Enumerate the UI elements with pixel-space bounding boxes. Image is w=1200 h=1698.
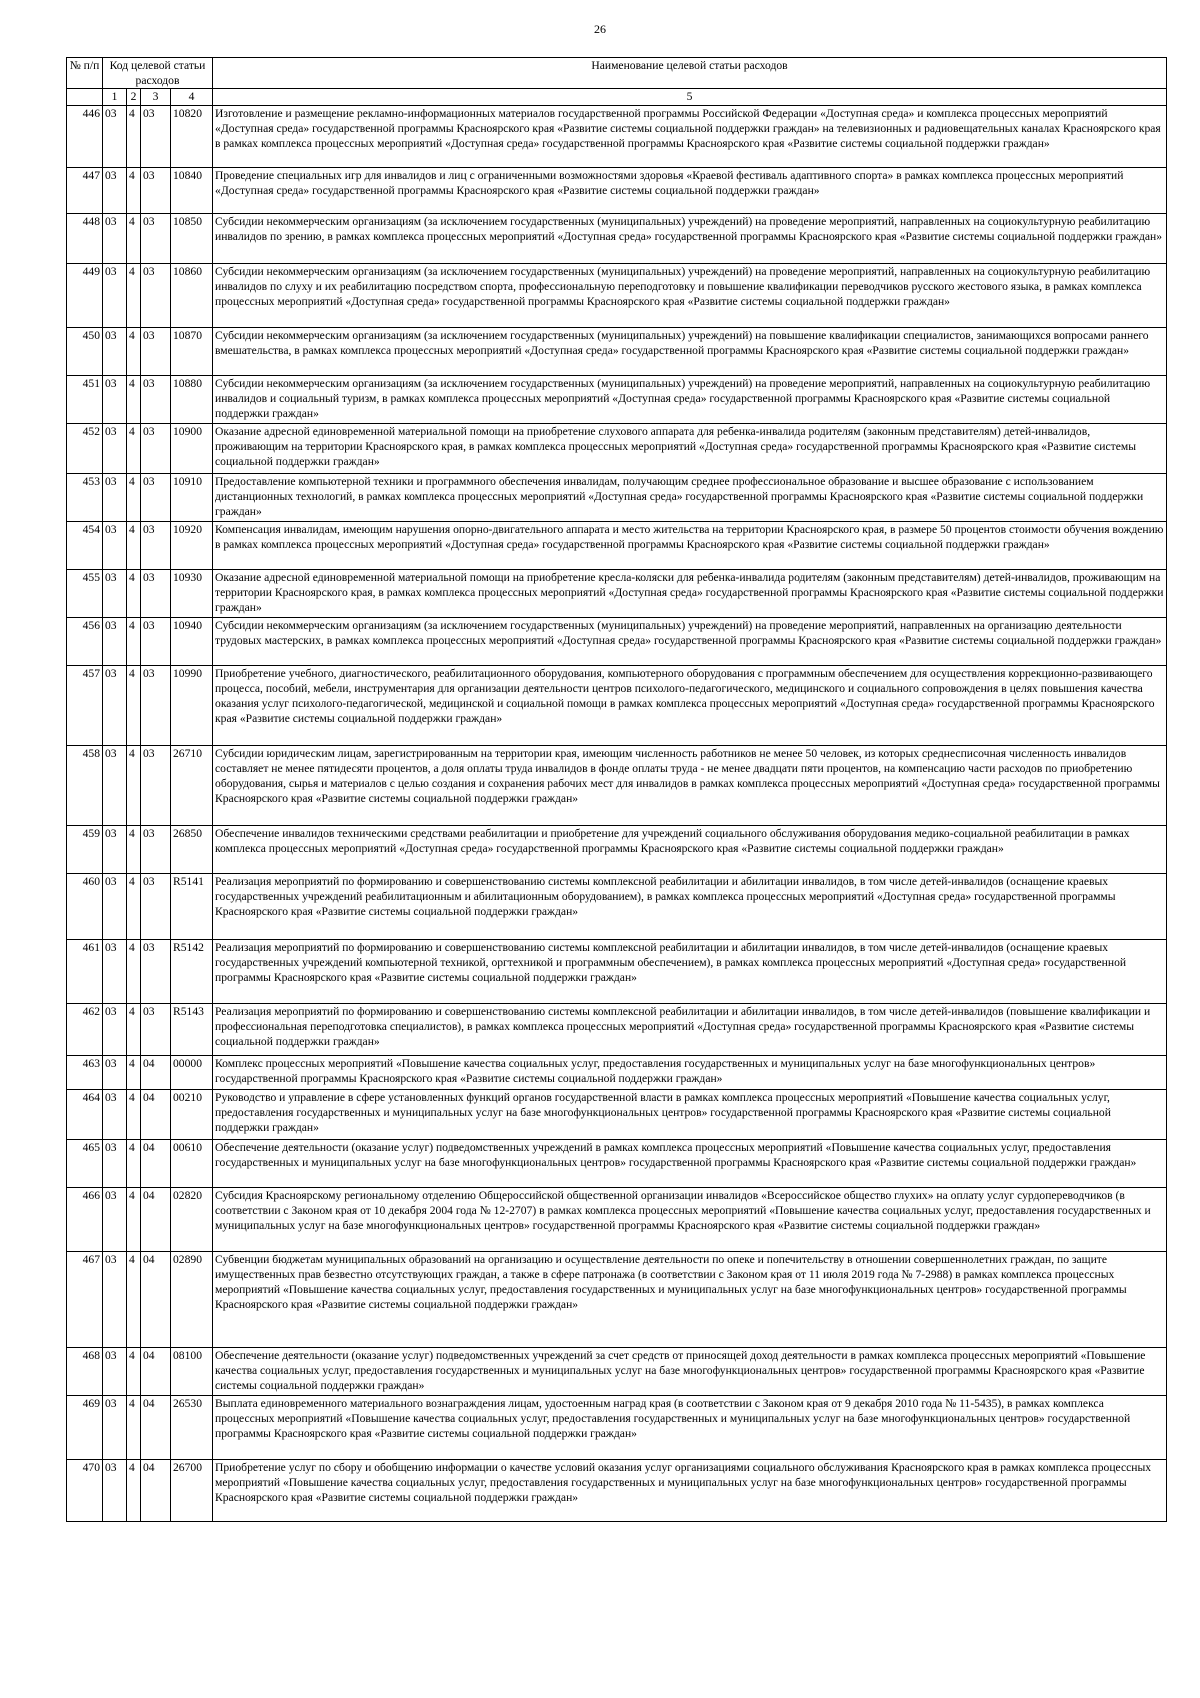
table-row <box>67 1089 1167 1139</box>
code-part-4: 10880 <box>171 375 213 423</box>
code-part-4: R5141 <box>171 873 213 939</box>
expense-item-name: Изготовление и размещение рекламно-информационных материалов государственной программы Российской Федерации «Доступная среда» и комплекса процессных мероприятий «Доступная среда» государственной программы Красноярского края «Развитие системы социальной поддержки граждан» на телевизионных и радиовещательных каналах Красноярского края в рамках комплекса процессных мероприятий «Доступная среда» государственной программы Красноярского края «Развитие системы социальной поддержки граждан» <box>213 105 1167 167</box>
code-part-3: 03 <box>141 473 171 521</box>
column-number: 5 <box>213 89 1167 105</box>
code-part-2: 4 <box>127 745 141 825</box>
code-part-2: 4 <box>127 1055 141 1089</box>
table-row <box>67 569 1167 617</box>
code-part-3: 03 <box>141 939 171 1003</box>
code-part-4: 26710 <box>171 745 213 825</box>
row-number: 454 <box>67 521 103 569</box>
table-row <box>67 617 1167 665</box>
expense-item-name: Субсидия Красноярскому региональному отделению Общероссийской общественной организации инвалидов «Всероссийское общество глухих» на оплату услуг сурдопереводчиков (в соответствии с Законом края от 10 декабря 2004 года № 12-2707) в рамках комплекса процессных мероприятий «Повышение качества социальных услуг, предоставления государственных и муниципальных услуг на базе многофункциональных центров» государственной программы Красноярского края «Развитие системы социальной поддержки граждан» <box>213 1187 1167 1251</box>
row-number: 458 <box>67 745 103 825</box>
code-part-4: R5142 <box>171 939 213 1003</box>
code-part-2: 4 <box>127 167 141 213</box>
code-part-3: 03 <box>141 375 171 423</box>
table-row <box>67 423 1167 473</box>
code-part-4: 10990 <box>171 665 213 745</box>
table-row <box>67 167 1167 213</box>
code-part-3: 03 <box>141 617 171 665</box>
code-part-1: 03 <box>103 873 127 939</box>
code-part-3: 04 <box>141 1251 171 1347</box>
code-part-2: 4 <box>127 423 141 473</box>
row-number: 460 <box>67 873 103 939</box>
row-number: 463 <box>67 1055 103 1089</box>
expense-item-name: Реализация мероприятий по формированию и совершенствованию системы комплексной реабилитации и абилитации инвалидов, в том числе детей-инвалидов (оснащение краевых государственных учреждений реабилитационным и абилитационным оборудованием), в рамках комплекса процессных мероприятий «Доступная среда» государственной программы Красноярского края «Развитие системы социальной поддержки граждан» <box>213 873 1167 939</box>
code-part-1: 03 <box>103 167 127 213</box>
code-part-1: 03 <box>103 213 127 263</box>
expense-item-name: Приобретение учебного, диагностического, реабилитационного оборудования, компьютерного оборудования с программным обеспечением для осуществления коррекционно-развивающего процесса, пособий, мебели, инструментария для организации деятельности центров психолого-педагогического, медицинского и социального сопровождения в целях повышения качества оказания услуг психолого-педагогической, медицинской и социальной помощи в рамках комплекса процессных мероприятий «Доступная среда» государственной программы Красноярского края «Развитие системы социальной поддержки граждан» <box>213 665 1167 745</box>
table-row <box>67 745 1167 825</box>
code-part-1: 03 <box>103 423 127 473</box>
code-part-1: 03 <box>103 1055 127 1089</box>
code-part-3: 04 <box>141 1187 171 1251</box>
budget-codes-table <box>66 57 1167 1522</box>
column-number: 4 <box>171 89 213 105</box>
code-part-4: 10850 <box>171 213 213 263</box>
code-part-4: 02820 <box>171 1187 213 1251</box>
row-number: 468 <box>67 1347 103 1395</box>
expense-item-name: Оказание адресной единовременной материальной помощи на приобретение слухового аппарата для ребенка-инвалида родителям (законным представителям) детей-инвалидов, проживающим на территории Красноярского края, в рамках комплекса процессных мероприятий «Доступная среда» государственной программы Красноярского края «Развитие системы социальной поддержки граждан» <box>213 423 1167 473</box>
code-part-4: 10840 <box>171 167 213 213</box>
table-row <box>67 263 1167 327</box>
row-number: 464 <box>67 1089 103 1139</box>
code-part-1: 03 <box>103 665 127 745</box>
expense-item-name: Обеспечение инвалидов техническими средствами реабилитации и приобретение для учреждений социального обслуживания оборудования медико-социальной реабилитации в рамках комплекса процессных мероприятий «Доступная среда» государственной программы Красноярского края «Развитие системы социальной поддержки граждан» <box>213 825 1167 873</box>
row-number: 455 <box>67 569 103 617</box>
row-number: 451 <box>67 375 103 423</box>
table-row <box>67 1395 1167 1459</box>
code-part-1: 03 <box>103 1251 127 1347</box>
header-code: Код целевой статьи расходов <box>103 58 213 89</box>
code-part-2: 4 <box>127 617 141 665</box>
row-number: 447 <box>67 167 103 213</box>
code-part-4: 00610 <box>171 1139 213 1187</box>
table-row <box>67 939 1167 1003</box>
code-part-3: 03 <box>141 521 171 569</box>
expense-item-name: Комплекс процессных мероприятий «Повышение качества социальных услуг, предоставления государственных и муниципальных услуг на базе многофункциональных центров» государственной программы Красноярского края «Развитие системы социальной поддержки граждан» <box>213 1055 1167 1089</box>
code-part-4: 10900 <box>171 423 213 473</box>
code-part-4: 26850 <box>171 825 213 873</box>
row-number: 459 <box>67 825 103 873</box>
code-part-2: 4 <box>127 105 141 167</box>
code-part-4: 10910 <box>171 473 213 521</box>
code-part-2: 4 <box>127 1187 141 1251</box>
table-row <box>67 1251 1167 1347</box>
expense-item-name: Субсидии некоммерческим организациям (за исключением государственных (муниципальных) учреждений) на проведение мероприятий, направленных на социокультурную реабилитацию инвалидов и социальный туризм, в рамках комплекса процессных мероприятий «Доступная среда» государственной программы Красноярского края «Развитие системы социальной поддержки граждан» <box>213 375 1167 423</box>
code-part-1: 03 <box>103 825 127 873</box>
code-part-4: 10870 <box>171 327 213 375</box>
row-number: 469 <box>67 1395 103 1459</box>
code-part-1: 03 <box>103 521 127 569</box>
code-part-3: 03 <box>141 105 171 167</box>
expense-item-name: Реализация мероприятий по формированию и совершенствованию системы комплексной реабилитации и абилитации инвалидов, в том числе детей-инвалидов (оснащение краевых государственных учреждений компьютерной техникой, оргтехникой и программным обеспечением), в рамках комплекса процессных мероприятий «Доступная среда» государственной программы Красноярского края «Развитие системы социальной поддержки граждан» <box>213 939 1167 1003</box>
code-part-2: 4 <box>127 665 141 745</box>
code-part-1: 03 <box>103 1187 127 1251</box>
code-part-3: 04 <box>141 1395 171 1459</box>
row-number: 452 <box>67 423 103 473</box>
column-number: 3 <box>141 89 171 105</box>
code-part-1: 03 <box>103 1395 127 1459</box>
table-row <box>67 375 1167 423</box>
table-row <box>67 665 1167 745</box>
expense-item-name: Субсидии некоммерческим организациям (за исключением государственных (муниципальных) учреждений) на проведение мероприятий, направленных на социокультурную реабилитацию инвалидов по зрению, в рамках комплекса процессных мероприятий «Доступная среда» государственной программы Красноярского края «Развитие системы социальной поддержки граждан» <box>213 213 1167 263</box>
page-number: 26 <box>594 22 606 36</box>
code-part-2: 4 <box>127 1089 141 1139</box>
code-part-3: 04 <box>141 1139 171 1187</box>
code-part-1: 03 <box>103 1003 127 1055</box>
code-part-4: 10940 <box>171 617 213 665</box>
code-part-3: 03 <box>141 745 171 825</box>
code-part-1: 03 <box>103 105 127 167</box>
row-number: 470 <box>67 1459 103 1521</box>
code-part-2: 4 <box>127 1251 141 1347</box>
expense-item-name: Обеспечение деятельности (оказание услуг) подведомственных учреждений в рамках комплекса процессных мероприятий «Повышение качества социальных услуг, предоставления государственных и муниципальных услуг на базе многофункциональных центров» государственной программы Красноярского края «Развитие системы социальной поддержки граждан» <box>213 1139 1167 1187</box>
expense-item-name: Выплата единовременного материального вознаграждения лицам, удостоенным наград края (в соответствии с Законом края от 9 декабря 2010 года № 11-5435), в рамках комплекса процессных мероприятий «Повышение качества социальных услуг, предоставления государственных и муниципальных услуг на базе многофункциональных центров» государственной программы Красноярского края «Развитие системы социальной поддержки граждан» <box>213 1395 1167 1459</box>
code-part-1: 03 <box>103 1459 127 1521</box>
code-part-3: 04 <box>141 1347 171 1395</box>
code-part-1: 03 <box>103 1139 127 1187</box>
code-part-2: 4 <box>127 327 141 375</box>
table-body <box>67 105 1167 1521</box>
code-part-4: 10920 <box>171 521 213 569</box>
expense-item-name: Субвенции бюджетам муниципальных образований на организацию и осуществление деятельности по опеке и попечительству в отношении совершеннолетних граждан, по защите имущественных прав безвестно отсутствующих граждан, а также в сфере патронажа (в соответствии с Законом края от 11 июля 2019 года № 7-2988) в рамках комплекса процессных мероприятий «Повышение качества социальных услуг, предоставления государственных и муниципальных услуг на базе многофункциональных центров» государственной программы Красноярского края «Развитие системы социальной поддержки граждан» <box>213 1251 1167 1347</box>
table-row <box>67 1187 1167 1251</box>
code-part-2: 4 <box>127 213 141 263</box>
code-part-1: 03 <box>103 1347 127 1395</box>
code-part-3: 04 <box>141 1089 171 1139</box>
row-number: 457 <box>67 665 103 745</box>
column-number: 2 <box>127 89 141 105</box>
code-part-3: 03 <box>141 873 171 939</box>
code-part-4: 10820 <box>171 105 213 167</box>
code-part-1: 03 <box>103 569 127 617</box>
expense-item-name: Реализация мероприятий по формированию и совершенствованию системы комплексной реабилитации и абилитации инвалидов, в том числе детей-инвалидов (повышение квалификации и профессиональная переподготовка специалистов), в рамках комплекса процессных мероприятий «Доступная среда» государственной программы Красноярского края «Развитие системы социальной поддержки граждан» <box>213 1003 1167 1055</box>
code-part-2: 4 <box>127 939 141 1003</box>
row-number: 448 <box>67 213 103 263</box>
code-part-4: 10930 <box>171 569 213 617</box>
expense-item-name: Субсидии некоммерческим организациям (за исключением государственных (муниципальных) учреждений) на повышение квалификации специалистов, занимающихся вопросами раннего вмешательства, в рамках комплекса процессных мероприятий «Доступная среда» государственной программы Красноярского края «Развитие системы социальной поддержки граждан» <box>213 327 1167 375</box>
code-part-3: 04 <box>141 1055 171 1089</box>
code-part-2: 4 <box>127 521 141 569</box>
code-part-3: 04 <box>141 1459 171 1521</box>
code-part-2: 4 <box>127 1395 141 1459</box>
table-row <box>67 1459 1167 1521</box>
expense-item-name: Руководство и управление в сфере установленных функций органов государственной власти в рамках комплекса процессных мероприятий «Повышение качества социальных услуг, предоставления государственных и муниципальных услуг на базе многофункциональных центров» государственной программы Красноярского края «Развитие системы социальной поддержки граждан» <box>213 1089 1167 1139</box>
expense-item-name: Оказание адресной единовременной материальной помощи на приобретение кресла-коляски для ребенка-инвалида родителям (законным представителям) детей-инвалидов, проживающим на территории Красноярского края, в рамках комплекса процессных мероприятий «Доступная среда» государственной программы Красноярского края «Развитие системы социальной поддержки граждан» <box>213 569 1167 617</box>
header-number: № п/п <box>67 58 103 89</box>
expense-item-name: Субсидии некоммерческим организациям (за исключением государственных (муниципальных) учреждений) на проведение мероприятий, направленных на социокультурную реабилитацию инвалидов по слуху и их реабилитацию посредством спорта, профессиональную переподготовку и повышение квалификации переводчиков русского жестового языка, в рамках комплекса процессных мероприятий «Доступная среда» государственной программы Красноярского края «Развитие системы социальной поддержки граждан» <box>213 263 1167 327</box>
row-number: 462 <box>67 1003 103 1055</box>
table-row <box>67 1139 1167 1187</box>
code-part-3: 03 <box>141 825 171 873</box>
code-part-3: 03 <box>141 665 171 745</box>
code-part-1: 03 <box>103 617 127 665</box>
code-part-2: 4 <box>127 263 141 327</box>
code-part-3: 03 <box>141 569 171 617</box>
table-row <box>67 105 1167 167</box>
expense-item-name: Приобретение услуг по сбору и обобщению информации о качестве условий оказания услуг организациями социального обслуживания Красноярского края в рамках комплекса процессных мероприятий «Повышение качества социальных услуг, предоставления государственных и муниципальных услуг на базе многофункциональных центров» государственной программы Красноярского края «Развитие системы социальной поддержки граждан» <box>213 1459 1167 1521</box>
table-row <box>67 873 1167 939</box>
code-part-4: R5143 <box>171 1003 213 1055</box>
table-row <box>67 327 1167 375</box>
expense-item-name: Субсидии юридическим лицам, зарегистрированным на территории края, имеющим численность работников не менее 50 человек, из которых среднесписочная численность инвалидов составляет не менее пятидесяти процентов, а доля оплаты труда инвалидов в фонде оплаты труда - не менее двадцати пяти процентов, на компенсацию части расходов по приобретению оборудования, сырья и материалов с целью создания и сохранения рабочих мест для инвалидов в рамках комплекса процессных мероприятий «Доступная среда» государственной программы Красноярского края «Развитие системы социальной поддержки граждан» <box>213 745 1167 825</box>
code-part-2: 4 <box>127 825 141 873</box>
table-row <box>67 1003 1167 1055</box>
code-part-1: 03 <box>103 1089 127 1139</box>
table-row <box>67 213 1167 263</box>
code-part-2: 4 <box>127 1459 141 1521</box>
row-number: 453 <box>67 473 103 521</box>
expense-item-name: Проведение специальных игр для инвалидов и лиц с ограниченными возможностями здоровья «Краевой фестиваль адаптивного спорта» в рамках комплекса процессных мероприятий «Доступная среда» государственной программы Красноярского края «Развитие системы социальной поддержки граждан» <box>213 167 1167 213</box>
code-part-4: 08100 <box>171 1347 213 1395</box>
expense-item-name: Компенсация инвалидам, имеющим нарушения опорно-двигательного аппарата и место жительства на территории Красноярского края, в размере 50 процентов стоимости обучения вождению в рамках комплекса процессных мероприятий «Доступная среда» государственной программы Красноярского края «Развитие системы социальной поддержки граждан» <box>213 521 1167 569</box>
table-row <box>67 473 1167 521</box>
row-number: 466 <box>67 1187 103 1251</box>
table-row <box>67 1055 1167 1089</box>
code-part-3: 03 <box>141 1003 171 1055</box>
code-part-1: 03 <box>103 939 127 1003</box>
code-part-3: 03 <box>141 263 171 327</box>
row-number: 456 <box>67 617 103 665</box>
code-part-4: 10860 <box>171 263 213 327</box>
row-number: 449 <box>67 263 103 327</box>
header-name: Наименование целевой статьи расходов <box>213 58 1167 89</box>
code-part-2: 4 <box>127 569 141 617</box>
column-number: 1 <box>103 89 127 105</box>
code-part-1: 03 <box>103 327 127 375</box>
code-part-2: 4 <box>127 375 141 423</box>
row-number: 465 <box>67 1139 103 1187</box>
code-part-3: 03 <box>141 213 171 263</box>
code-part-4: 26530 <box>171 1395 213 1459</box>
code-part-1: 03 <box>103 375 127 423</box>
row-number: 446 <box>67 105 103 167</box>
code-part-2: 4 <box>127 873 141 939</box>
code-part-4: 02890 <box>171 1251 213 1347</box>
row-number: 450 <box>67 327 103 375</box>
code-part-4: 00000 <box>171 1055 213 1089</box>
expense-item-name: Обеспечение деятельности (оказание услуг) подведомственных учреждений за счет средств от приносящей доход деятельности в рамках комплекса процессных мероприятий «Повышение качества социальных услуг, предоставления государственных и муниципальных услуг на базе многофункциональных центров» государственной программы Красноярского края «Развитие системы социальной поддержки граждан» <box>213 1347 1167 1395</box>
code-part-1: 03 <box>103 745 127 825</box>
code-part-2: 4 <box>127 1003 141 1055</box>
table-row <box>67 825 1167 873</box>
code-part-2: 4 <box>127 473 141 521</box>
code-part-1: 03 <box>103 473 127 521</box>
code-part-2: 4 <box>127 1347 141 1395</box>
code-part-3: 03 <box>141 423 171 473</box>
code-part-4: 26700 <box>171 1459 213 1521</box>
row-number: 461 <box>67 939 103 1003</box>
code-part-3: 03 <box>141 327 171 375</box>
table-row <box>67 521 1167 569</box>
row-number: 467 <box>67 1251 103 1347</box>
column-number <box>67 89 103 105</box>
code-part-3: 03 <box>141 167 171 213</box>
code-part-1: 03 <box>103 263 127 327</box>
code-part-4: 00210 <box>171 1089 213 1139</box>
expense-item-name: Субсидии некоммерческим организациям (за исключением государственных (муниципальных) учреждений) на проведение мероприятий, направленных на организацию деятельности трудовых мастерских, в рамках комплекса процессных мероприятий «Доступная среда» государственной программы Красноярского края «Развитие системы социальной поддержки граждан» <box>213 617 1167 665</box>
table-row <box>67 1347 1167 1395</box>
expense-item-name: Предоставление компьютерной техники и программного обеспечения инвалидам, получающим среднее профессиональное образование и высшее образование с использованием дистанционных технологий, в рамках комплекса процессных мероприятий «Доступная среда» государственной программы Красноярского края «Развитие системы социальной поддержки граждан» <box>213 473 1167 521</box>
code-part-2: 4 <box>127 1139 141 1187</box>
